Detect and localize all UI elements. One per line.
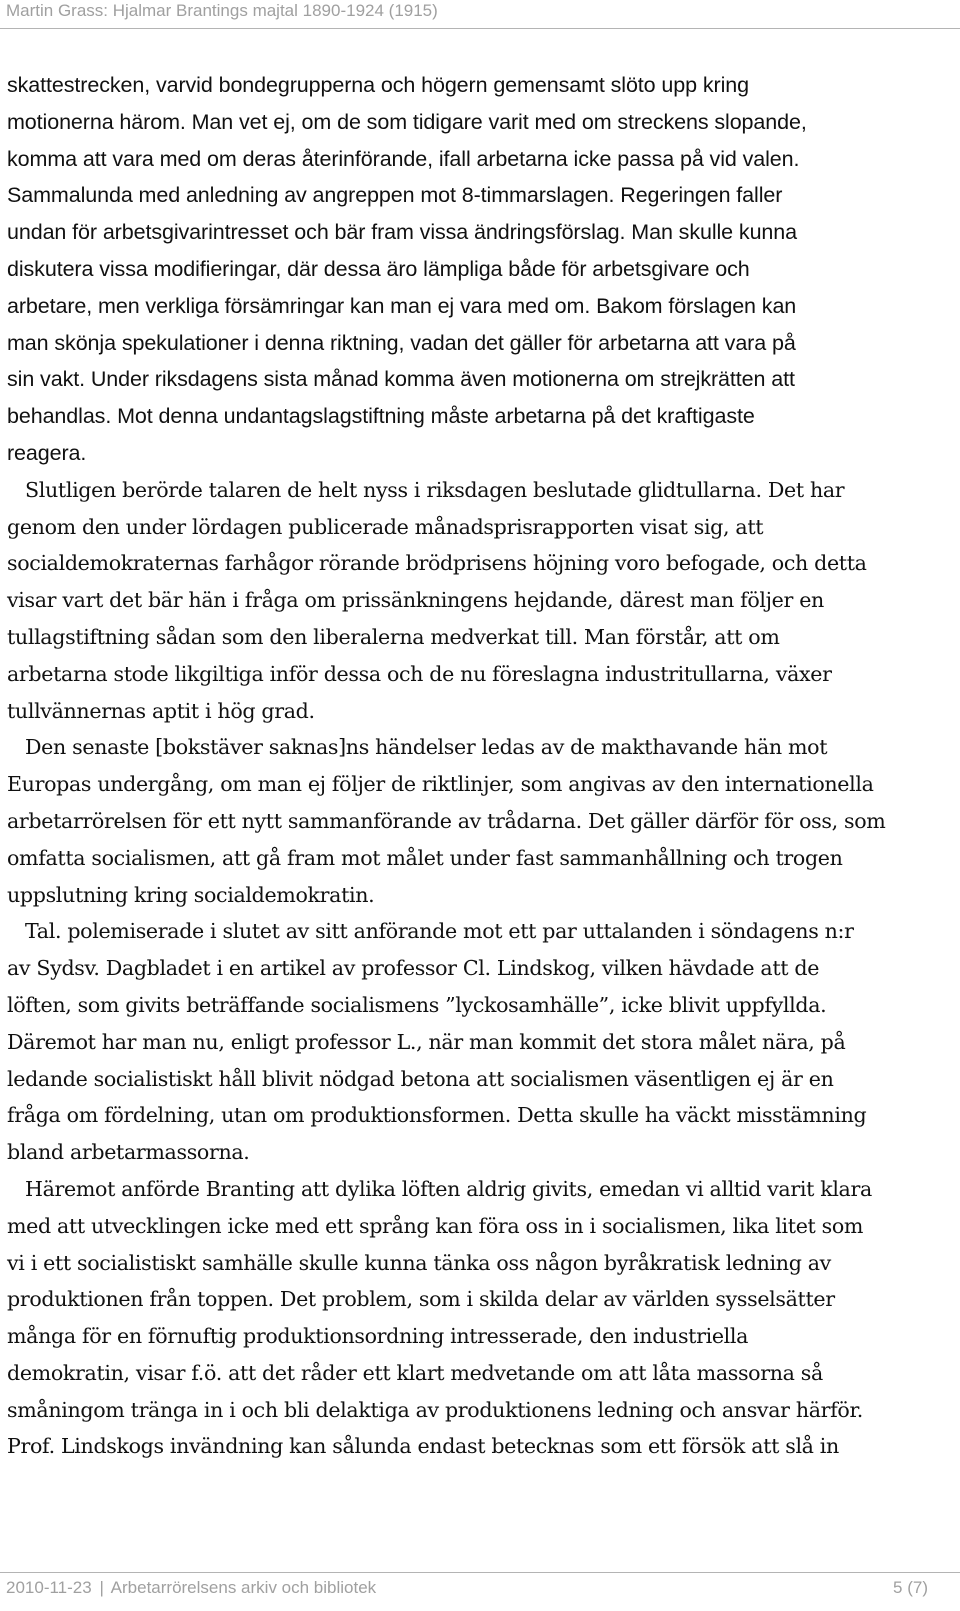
text-line: visar vart det bär hän i fråga om prissänkningens hejdande, därest man följer en: [7, 588, 824, 613]
text-line: motionerna härom. Man vet ej, om de som tidigare varit med om streckens slopande,: [7, 109, 807, 134]
text-line: av Sydsv. Dagbladet i en artikel av professor Cl. Lindskog, vilken hävdade att de: [7, 956, 820, 981]
text-line: uppslutning kring socialdemokratin.: [7, 882, 375, 907]
footer-separator: |: [99, 1578, 104, 1597]
text-line: komma att vara med om deras återinförande, ifall arbetarna icke passa på vid valen.: [7, 146, 800, 171]
text-line: med att utvecklingen icke med ett språng kan föra oss in i socialismen, lika litet som: [7, 1213, 864, 1238]
text-line: Slutligen berörde talaren de helt nyss i riksdagen beslutade glidtullarna. Det har: [25, 477, 845, 502]
text-line: Däremot har man nu, enligt professor L., när man kommit det stora målet nära, på: [7, 1029, 846, 1054]
document-body: [7, 67, 947, 1465]
page-footer: [6, 1573, 928, 1603]
text-line: Europas undergång, om man ej följer de riktlinjer, som angivas av den internationella: [7, 772, 874, 797]
text-line: vi i ett socialistiskt samhälle skulle kunna tänka oss någon byråkratisk ledning av: [7, 1250, 831, 1275]
text-line: Tal. polemiserade i slutet av sitt anförande mot ett par uttalanden i söndagens n:r: [25, 919, 854, 944]
text-line: undan för arbetsgivarintresset och bär fram vissa ändringsförslag. Man skulle kunna: [7, 220, 797, 245]
text-line: Häremot anförde Branting att dylika löften aldrig givits, emedan vi alltid varit klara: [25, 1176, 872, 1201]
text-line: sin vakt. Under riksdagens sista månad komma även motionerna om strejkrätten att: [7, 367, 795, 392]
header-divider: [0, 28, 960, 29]
text-line: löften, som givits beträffande socialismens ”lyckosamhälle”, icke blivit uppfyllda.: [7, 992, 827, 1017]
text-line: genom den under lördagen publicerade månadsprisrapporten visat sig, att: [7, 514, 764, 539]
text-line: Prof. Lindskogs invändning kan sålunda endast betecknas som ett försök att slå in: [7, 1434, 839, 1459]
text-line: diskutera vissa modifieringar, där dessa äro lämpliga både för arbetsgivare och: [7, 256, 750, 281]
text-line: produktionen från toppen. Det problem, som i skilda delar av världen sysselsätter: [7, 1287, 835, 1312]
text-line: Sammalunda med anledning av angreppen mot 8-timmarslagen. Regeringen faller: [7, 183, 783, 208]
page-header: [6, 0, 946, 28]
text-line: småningom tränga in i och bli delaktiga av produktionens ledning och ansvar härför.: [7, 1397, 863, 1422]
text-line: behandlas. Mot denna undantagslagstiftning måste arbetarna på det kraftigaste: [7, 404, 755, 429]
text-line: Den senaste [bokstäver saknas]ns händelser ledas av de makthavande hän mot: [25, 735, 828, 760]
text-line: tullvännernas aptit i hög grad.: [7, 698, 315, 723]
text-line: reagera.: [7, 440, 87, 465]
footer-source: Arbetarrörelsens arkiv och bibliotek: [110, 1578, 377, 1597]
text-line: arbetarna stode likgiltiga inför dessa och de nu föreslagna industritullarna, växer: [7, 661, 832, 686]
footer-date: 2010-11-23: [6, 1578, 92, 1597]
text-line: bland arbetarmassorna.: [7, 1140, 250, 1165]
text-line: socialdemokraternas farhågor rörande brödprisens höjning voro befogade, och detta: [7, 551, 867, 576]
text-line: arbetare, men verkliga försämringar kan man ej vara med om. Bakom förslagen kan: [7, 293, 797, 318]
text-line: arbetarrörelsen för ett nytt sammanförande av trådarna. Det gäller därför för oss, som: [7, 808, 886, 833]
header-title: Martin Grass: Hjalmar Brantings majtal 1890-1924 (1915): [6, 1, 438, 20]
text-line: omfatta socialismen, att gå fram mot målet under fast sammanhållning och trogen: [7, 845, 843, 870]
text-line: många för en förnuftig produktionsordning intresserade, den industriella: [7, 1324, 749, 1349]
text-line: demokratin, visar f.ö. att det råder ett klart medvetande om att låta massorna så: [7, 1360, 823, 1385]
text-line: ledande socialistiskt håll blivit nödgad betona att socialismen väsentligen ej är en: [7, 1066, 834, 1091]
text-line: man skönja spekulationer i denna riktning, vadan det gäller för arbetarna att vara på: [7, 330, 796, 355]
text-line: tullagstiftning sådan som den liberalerna medverkat till. Man förstår, att om: [7, 624, 780, 649]
text-line: fråga om fördelning, utan om produktionsformen. Detta skulle ha väckt misstämning: [7, 1103, 867, 1128]
page-number: 5 (7): [893, 1578, 928, 1597]
text-line: skattestrecken, varvid bondegrupperna och högern gemensamt slöto upp kring: [7, 73, 749, 97]
